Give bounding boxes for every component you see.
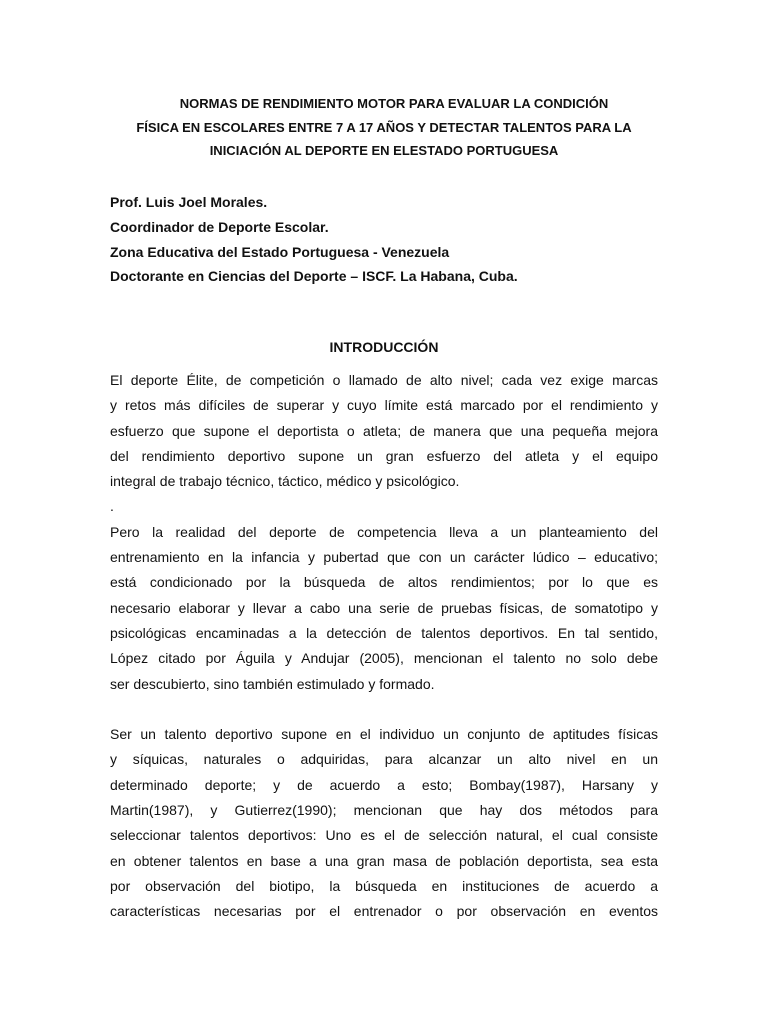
paragraph-gap <box>110 697 658 722</box>
body-line: Martin(1987), y Gutierrez(1990); mencionan que hay dos métodos para <box>110 802 658 819</box>
body-line: características necesarias por el entrenador o por observación en eventos <box>110 903 658 920</box>
body-line: y retos más difíciles de superar y cuyo límite está marcado por el rendimiento y <box>110 397 658 414</box>
paragraph-2 <box>110 520 658 697</box>
section-heading: INTRODUCCIÓN <box>329 339 439 355</box>
body-line: seleccionar talentos deportivos: Uno es el de selección natural, el cual consiste <box>110 827 658 844</box>
title-line: NORMAS DE RENDIMIENTO MOTOR PARA EVALUAR LA CONDICIÓN <box>179 96 609 111</box>
author-name: Prof. Luis Joel Morales. <box>110 194 268 210</box>
author-block <box>110 190 670 289</box>
body-line: esfuerzo que supone el deportista o atleta; de manera que una pequeña mejora <box>110 422 658 439</box>
body-line: del rendimiento deportivo supone un gran esfuerzo del atleta y el equipo <box>110 447 658 464</box>
body-line: ser descubierto, sino también estimulado y formado. <box>110 675 435 692</box>
author-affiliation: Zona Educativa del Estado Portuguesa - Venezuela <box>110 243 450 260</box>
author-role: Coordinador de Deporte Escolar. <box>110 218 329 235</box>
author-degree: Doctorante en Ciencias del Deporte – ISCF. La Habana, Cuba. <box>110 268 518 285</box>
title-line: FÍSICA EN ESCOLARES ENTRE 7 A 17 AÑOS Y DETECTAR TALENTOS PARA LA <box>136 119 632 135</box>
body-line: integral de trabajo técnico, táctico, médico y psicológico. <box>110 473 460 490</box>
document-title <box>110 92 658 163</box>
body-line: López citado por Águila y Andujar (2005), mencionan el talento no solo debe <box>110 650 658 667</box>
body-line: entrenamiento en la infancia y pubertad que con un carácter lúdico – educativo; <box>110 549 658 566</box>
document-body <box>110 368 658 925</box>
body-line: en obtener talentos en base a una gran masa de población deportista, sea esta <box>110 852 658 869</box>
paragraph-1 <box>110 368 658 494</box>
separator-dot: . <box>110 498 114 515</box>
body-line: Ser un talento deportivo supone en el individuo un conjunto de aptitudes físicas <box>110 726 658 743</box>
body-line: psicológicas encaminadas a la detección de talentos deportivos. En tal sentido, <box>110 624 658 641</box>
body-line: El deporte Élite, de competición o llamado de alto nivel; cada vez exige marcas <box>110 372 658 388</box>
body-line: Pero la realidad del deporte de competencia lleva a un planteamiento del <box>110 523 658 540</box>
body-line: necesario elaborar y llevar a cabo una serie de pruebas físicas, de somatotipo y <box>110 599 658 616</box>
body-line: está condicionado por la búsqueda de altos rendimientos; por lo que es <box>110 574 658 591</box>
paragraph-3 <box>110 722 658 924</box>
body-line: determinado deporte; y de acuerdo a esto; Bombay(1987), Harsany y <box>110 776 658 793</box>
body-line: y síquicas, naturales o adquiridas, para alcanzar un alto nivel en un <box>110 751 658 768</box>
title-line: INICIACIÓN AL DEPORTE EN ELESTADO PORTUGUESA <box>209 143 559 158</box>
body-line: por observación del biotipo, la búsqueda en instituciones de acuerdo a <box>110 877 658 894</box>
